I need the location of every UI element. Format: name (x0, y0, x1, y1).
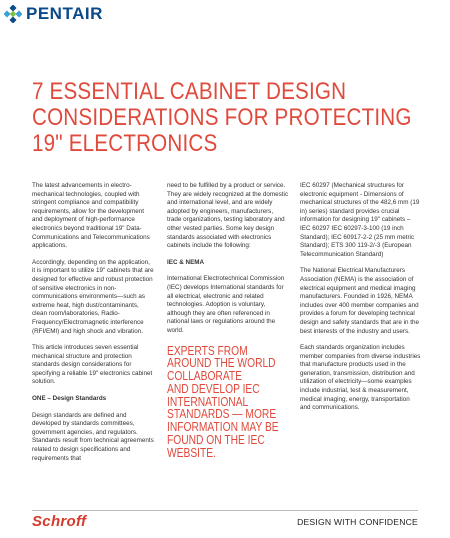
column-1 (32, 182, 154, 471)
paragraph: The National Electrical Manufacturers Association (NEMA) is the association of electrical equipment and medical imaging manufacturers. Founded in 1926, NEMA includes over 400 member companies and provides a forum for developing technical design and safety standards that are in the best interests of the industry and users. (300, 267, 420, 335)
pull-quote (167, 345, 288, 460)
pentair-logo (4, 4, 103, 24)
pull-quote-line: INTERNATIONAL (167, 394, 249, 409)
pull-quote-line: WEBSITE. (167, 445, 216, 460)
paragraph: Accordingly, depending on the application, it is important to utilize 19" cabinets that are designed for effective and robust protection of sensitive electronics in non-communications environments—such as extreme heat, high dust/contaminants, clean room/laboratories, Radio-Frequency/Electromagnetic interference (RFI/EMI) and high shock and vibration. (32, 258, 154, 335)
footer-divider (32, 510, 418, 511)
tagline: DESIGN WITH CONFIDENCE (297, 517, 418, 527)
logo-text: PENTAIR (26, 4, 103, 23)
pull-quote-line: STANDARDS — MORE (167, 407, 277, 422)
pentair-diamond-icon (4, 5, 22, 23)
column-2 (167, 182, 289, 460)
paragraph: The latest advancements in electro-mechanical technologies, coupled with stringent compliance and compatibility requirements, allow for the development and deployment of high-performance electronics beyond traditional 19" Data-Communications and Telecommunications applications. (32, 182, 150, 250)
schroff-logo: Schroff (32, 513, 87, 530)
paragraph: Each standards organization includes member companies from diverse industries that manufacture products used in the generation, transmission, distribution and utilization of electricity—some examples include industrial, test & measurement, medical imaging, energy, transportation and communications. (300, 344, 421, 412)
paragraph: International Electrotechnical Commission (IEC) develops International standards for all electrical, electronic and related technologies. Adoption is voluntary, although they are often referenced in national laws or regulations around the world. (167, 275, 285, 334)
paragraph: IEC 60297 (Mechanical structures for electronic equipment - Dimensions of mechanical structures of the 482,6 mm (19 in) series) standard provides crucial information for designing 19" cabinets – IEC 60297 IEC 60297-3-100 (19 inch Standard); IEC 60917-2-2 (25 mm metric Standard); ETS 300 119-2/-3 (European Telecommunication Standard) (300, 182, 420, 258)
column-3 (300, 182, 422, 421)
title-line: 19" ELECTRONICS (32, 130, 218, 157)
pull-quote-line: INFORMATION MAY BE (167, 420, 279, 435)
paragraph: Design standards are defined and developed by standards committees, government agencies, and regulators. Standards result from technical agreements related to design specifications and requirements that (32, 411, 154, 462)
pull-quote-line: AROUND THE WORLD (167, 356, 276, 371)
page-title (32, 78, 412, 157)
pull-quote-line: FOUND ON THE IEC (167, 433, 265, 448)
section-heading: ONE – Design Standards (32, 395, 107, 403)
title-line: CONSIDERATIONS FOR PROTECTING (32, 104, 412, 131)
paragraph: This article introduces seven essential mechanical structure and protection standards design considerations for specifying a reliable 19" electronics cabinet solution. (32, 344, 153, 386)
header (0, 0, 450, 30)
pull-quote-line: AND DEVELOP IEC (167, 381, 260, 396)
pull-quote-line: EXPERTS FROM (167, 343, 248, 358)
paragraph: need to be fulfilled by a product or service. They are widely recognized at the domestic and international level, and are widely adopted by engineers, manufacturers, trade organizations, testing laboratory and other vested parties. Some key design standards associated with electronics cabinets include the following: (167, 182, 289, 250)
pull-quote-line: COLLABORATE (167, 369, 243, 384)
section-heading: IEC & NEMA (167, 258, 205, 266)
title-line: 7 ESSENTIAL CABINET DESIGN (32, 78, 347, 105)
